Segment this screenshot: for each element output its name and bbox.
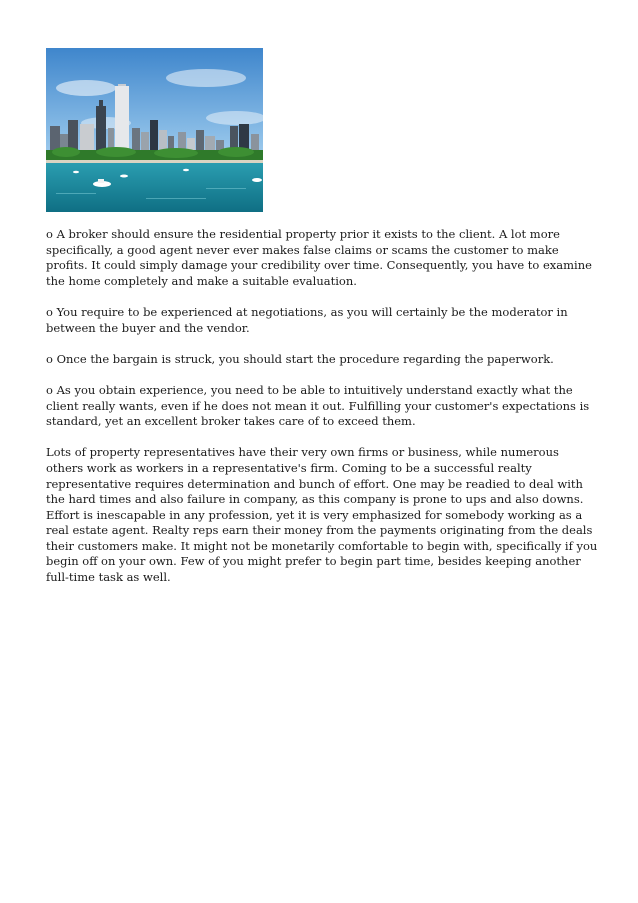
bullet-paragraph-experience: o As you obtain experience, you need to be able to intuitively understand exactly what the client really wants, even if he does not mean it out. Fulfilling your customer's expectations is standard, yet an excellent broker takes care of to exceed them. xyxy=(46,382,590,429)
city-skyline-image xyxy=(46,48,263,212)
body-paragraph-representatives: Lots of property representatives have their very own firms or business, while numerous others work as workers in a representative's firm. Coming to be a successful realty representative requires determination and bunch of effort. One may be readied to deal with the hard times and also failure in company, as this company is prone to ups and also downs. Effort is inescapable in any profession, yet it is very emphasized for somebody working as a real estate agent. Realty reps earn their money from the payments originating from the deals their customers make. It might not be monetarily comfortable to begin with, specifically if you begin off on your own. Few of you might prefer to begin part time, besides keeping another full-time task as well. xyxy=(46,445,598,585)
body-text xyxy=(46,227,598,601)
bullet-paragraph-negotiations: o You require to be experienced at negotiations, as you will certainly be the moderator in between the buyer and the vendor. xyxy=(46,304,568,335)
bullet-paragraph-ensure-property: o A broker should ensure the residential property prior it exists to the client. A lot more specifically, a good agent never ever makes false claims or scams the customer to make profits. It could simply damage your credibility over time. Consequently, you have to examine the home completely and make a suitable evaluation. xyxy=(46,227,592,288)
bullet-paragraph-paperwork: o Once the bargain is struck, you should start the procedure regarding the paperwork. xyxy=(46,351,554,366)
city-skyline-photo xyxy=(46,48,263,212)
